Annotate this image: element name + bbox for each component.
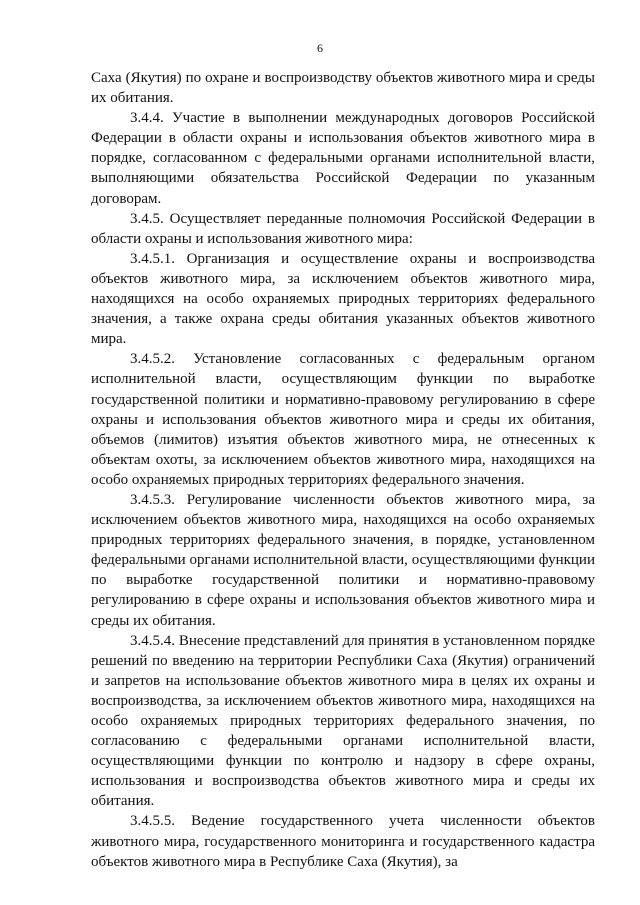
document-body bbox=[91, 68, 595, 872]
page-number: 6 bbox=[317, 41, 323, 55]
paragraph-continuation: Саха (Якутия) по охране и воспроизводству объектов животного мира и среды их обитания. bbox=[91, 70, 595, 107]
paragraph-3-4-5-3: 3.4.5.3. Регулирование численности объектов животного мира, за исключением объектов животного мира, находящихся на особо охраняемых природных территориях федерального значения, в порядке, установленном федеральными органами исполнительной власти, осуществляющими функции по выработке государственной политики и нормативно-правовому регулированию в сфере охраны и использования объектов животного мира и среды их обитания. bbox=[91, 491, 595, 629]
paragraph-3-4-5-5: 3.4.5.5. Ведение государственного учета численности объектов животного мира, государственного мониторинга и государственного кадастра объектов животного мира в Республике Саха (Якутия), за bbox=[91, 813, 595, 870]
paragraph-3-4-5-2: 3.4.5.2. Установление согласованных с федеральным органом исполнительной власти, осуществляющим функции по выработке государственной политики и нормативно-правовому регулированию в сфере охраны и использования объектов животного мира и среды их обитания, объемов (лимитов) изъятия объектов животного мира, не отнесенных к объектам охоты, за исключением объектов животного мира, находящихся на особо охраняемых природных территориях федерального значения. bbox=[91, 351, 595, 488]
paragraph-3-4-5-1: 3.4.5.1. Организация и осуществление охраны и воспроизводства объектов животного мира, за исключением объектов животного мира, находящихся на особо охраняемых природных территориях федерального значения, а также охрана среды обитания указанных объектов животного мира. bbox=[91, 250, 595, 348]
paragraph-3-4-5: 3.4.5. Осуществляет переданные полномочия Российской Федерации в области охраны и использования животного мира: bbox=[91, 210, 595, 247]
paragraph-3-4-5-4: 3.4.5.4. Внесение представлений для принятия в установленном порядке решений по введению на территории Республики Саха (Якутия) ограничений и запретов на использование объектов животного мира в целях их охраны и воспроизводства, за исключением объектов животного мира, находящихся на особо охраняемых природных территориях федерального значения, по согласованию с федеральными органами исполнительной власти, осуществляющими функции по контролю и надзору в сфере охраны, использования и воспроизводства объектов животного мира и среды их обитания. bbox=[91, 632, 595, 810]
paragraph-3-4-4: 3.4.4. Участие в выполнении международных договоров Российской Федерации в области охраны и использования объектов животного мира в порядке, согласованном с федеральными органами исполнительной власти, выполняющими обязательства Российской Федерации по указанным договорам. bbox=[91, 110, 595, 207]
